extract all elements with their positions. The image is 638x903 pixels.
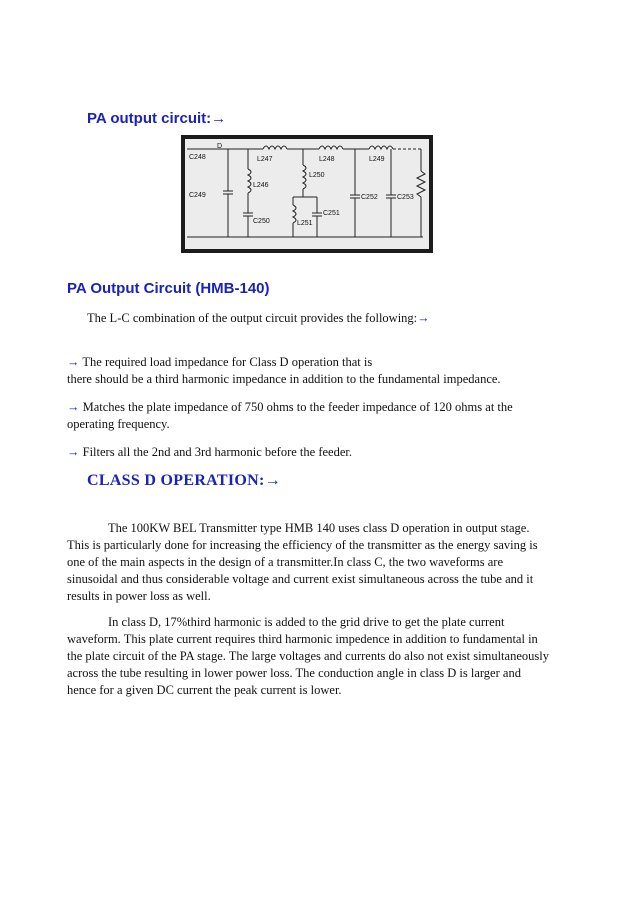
label-c251: C251 [323,210,340,217]
intro-paragraph [87,310,430,327]
label-d: D [217,143,223,150]
intro-text: The L-C combination of the output circuit provides the following: [87,311,418,325]
paragraph1-line: sinusoidal and thus considerable voltage and current exist simultaneous across the tube and it [67,572,534,586]
arrow-icon: → [67,400,80,414]
bullet-continuation: there should be a third harmonic impedance in addition to the fundamental impedance. [67,372,501,386]
paragraph2-line: waveform. This plate current requires third harmonic impedence in addition to fundamental in [67,632,538,646]
label-c253: C253 [397,194,414,201]
paragraph1-line: This is particularly done for increasing the efficiency of the transmitter as the energy saving is [67,538,538,552]
label-l249: L249 [369,156,385,163]
label-l251: L251 [297,220,313,227]
label-c248: C248 [189,154,206,161]
paragraph1-line: results in power loss as well. [67,589,211,603]
arrow-icon: → [67,355,80,369]
arrow-icon: → [417,311,430,325]
bullet-item [67,354,372,371]
label-c249: C249 [189,192,206,199]
label-l248: L248 [319,156,335,163]
paragraph2-line: across the tube resulting in lower power loss. The conduction angle in class D is larger and [67,666,521,680]
label-c252: C252 [361,194,378,201]
label-l247: L247 [257,156,273,163]
label-c250: C250 [253,218,270,225]
label-l250: L250 [309,172,325,179]
class-d-heading: CLASS D OPERATION:→ [87,472,281,489]
bullet-item [67,444,352,461]
circuit-schematic [185,139,429,249]
bullet-line: The required load impedance for Class D operation that is [82,355,373,369]
circuit-diagram [181,135,433,253]
bullet-continuation: operating frequency. [67,417,170,431]
paragraph1-line: one of the main aspects in the design of a transmitter.In class C, the two waveforms are [67,555,503,569]
pa-output-heading: PA output circuit:→ [87,110,227,127]
label-l246: L246 [253,182,269,189]
bullet-line: Filters all the 2nd and 3rd harmonic before the feeder. [82,445,352,459]
paragraph2-line: the plate circuit of the PA stage. The large voltages and currents do also not exist simultaneously [67,649,549,663]
paragraph2-line: In class D, 17%third harmonic is added to the grid drive to get the plate current [108,615,505,629]
circuit-title: PA Output Circuit (HMB-140) [67,280,270,297]
bullet-item [67,399,513,416]
bullet-line: Matches the plate impedance of 750 ohms to the feeder impedance of 120 ohms at the [82,400,513,414]
paragraph1-line: The 100KW BEL Transmitter type HMB 140 uses class D operation in output stage. [108,521,530,535]
paragraph2-line: hence for a given DC current the peak current is lower. [67,683,342,697]
arrow-icon: → [67,445,80,459]
